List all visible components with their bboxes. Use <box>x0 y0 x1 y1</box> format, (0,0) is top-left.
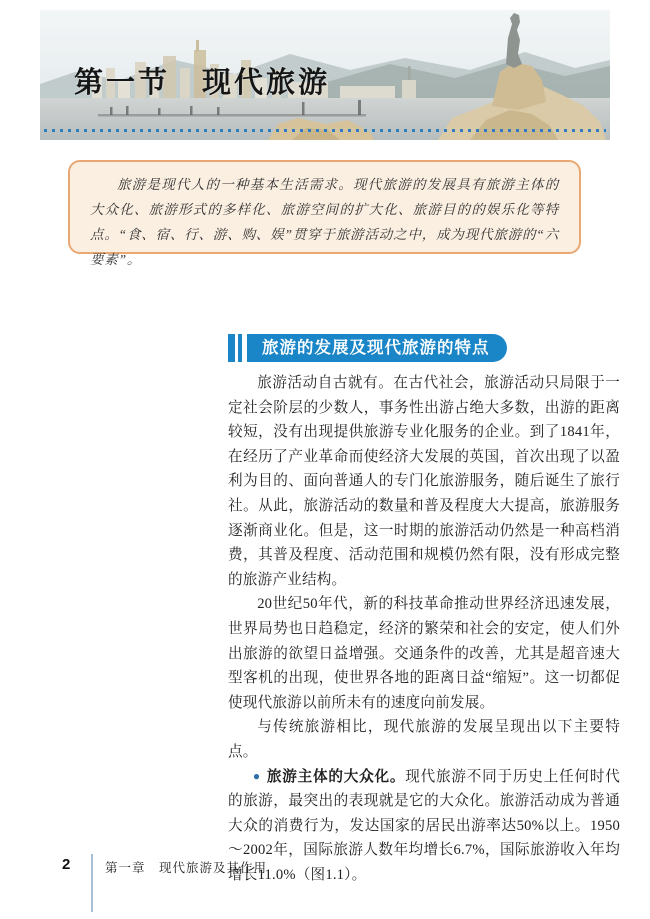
heading-accent-bar-icon <box>228 334 235 362</box>
intro-summary-text: 旅游是现代人的一种基本生活需求。现代旅游的发展具有旅游主体的大众化、旅游形式的多样化、旅游空间的扩大化、旅游目的的娱乐化等特点。“食、宿、行、游、购、娱”贯穿于旅游活动之中，成为现代旅游的“六要素”。 <box>90 177 559 267</box>
bullet-body-text: 现代旅游不同于历史上任何时代的旅游，最突出的表现就是它的大众化。旅游活动成为普通大众的消费行为，发达国家的居民出游率达50%以上。1950～2002年，国际旅游人数年均增长6.7%，国际旅游收入年均增长11.0%（图1.1）。 <box>228 768 620 883</box>
paragraph-1950s: 20世纪50年代，新的科技革命推动世界经济迅速发展，世界局势也日趋稳定，经济的繁荣和社会的安定，使人们外出旅游的欲望日益增强。交通条件的改善，尤其是超音速大型客机的出现，使世界各地的距离日益“缩短”。这一切都促使现代旅游以前所未有的速度向前发展。 <box>228 596 620 711</box>
paragraph-transition: 与传统旅游相比，现代旅游的发展呈现出以下主要特点。 <box>228 719 620 760</box>
intro-summary-box <box>68 160 581 267</box>
footer-divider <box>91 854 93 912</box>
bullet-icon: ● <box>252 768 261 783</box>
main-content <box>228 334 620 887</box>
dotted-divider <box>44 129 606 132</box>
page-title: 第一节 现代旅游 <box>74 67 331 99</box>
bullet-lead-text: 旅游主体的大众化。 <box>266 768 406 785</box>
heading-accent-bar-icon <box>238 334 242 362</box>
page-footer <box>0 852 650 916</box>
chapter-title: 第一章 现代旅游及其作用 <box>105 861 268 875</box>
paragraph-history: 旅游活动自古就有。在古代社会，旅游活动只局限于一定社会阶层的少数人，事务性出游占绝大多数，出游的距离较短，没有出现提供旅游专业化服务的企业。到了1841年，在经历了产业革命而使经济大发展的英国，首次出现了以盈利为目的、面向普通人的专门化旅游服务，随后诞生了旅行社。从此，旅游活动的数量和普及程度大大提高，旅游服务逐渐商业化。但是，这一时期的旅游活动仍然是一种高档消费，其普及程度、活动范围和规模仍然有限，没有形成完整的旅游产业结构。 <box>228 375 620 588</box>
page-number: 2 <box>62 856 71 873</box>
section-heading: 旅游的发展及现代旅游的特点 <box>247 334 507 362</box>
section-heading-row <box>228 334 620 362</box>
